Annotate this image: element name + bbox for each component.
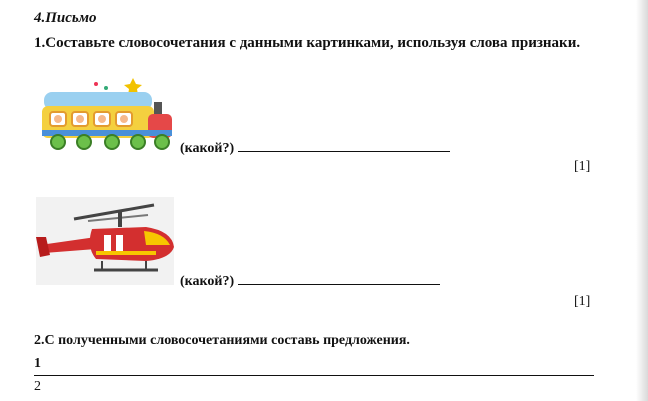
item1-answer-blank[interactable] [238,139,450,152]
sentence-line-number-1: 1 [34,356,41,371]
item1-score: [1] [574,159,591,174]
sentence-line-number-2: 2 [34,379,41,394]
item2-prompt-label: (какой?) [180,274,235,289]
sentence-line-1[interactable] [34,375,594,376]
item1-prompt-label: (какой?) [180,141,235,156]
section-heading: 4.Письмо [34,10,97,26]
item2-prompt [180,272,440,290]
train-icon [36,74,176,154]
item1-prompt [180,139,450,157]
item2-answer-blank[interactable] [238,272,440,285]
task1-instruction: 1.Составьте словосочетания с данными картинками, используя слова признаки. [34,35,581,51]
item2-score: [1] [574,294,591,309]
task2-instruction: 2.С полученными словосочетаниями составь предложения. [34,333,410,348]
page-edge-shadow [636,0,648,401]
helicopter-icon [36,197,174,285]
